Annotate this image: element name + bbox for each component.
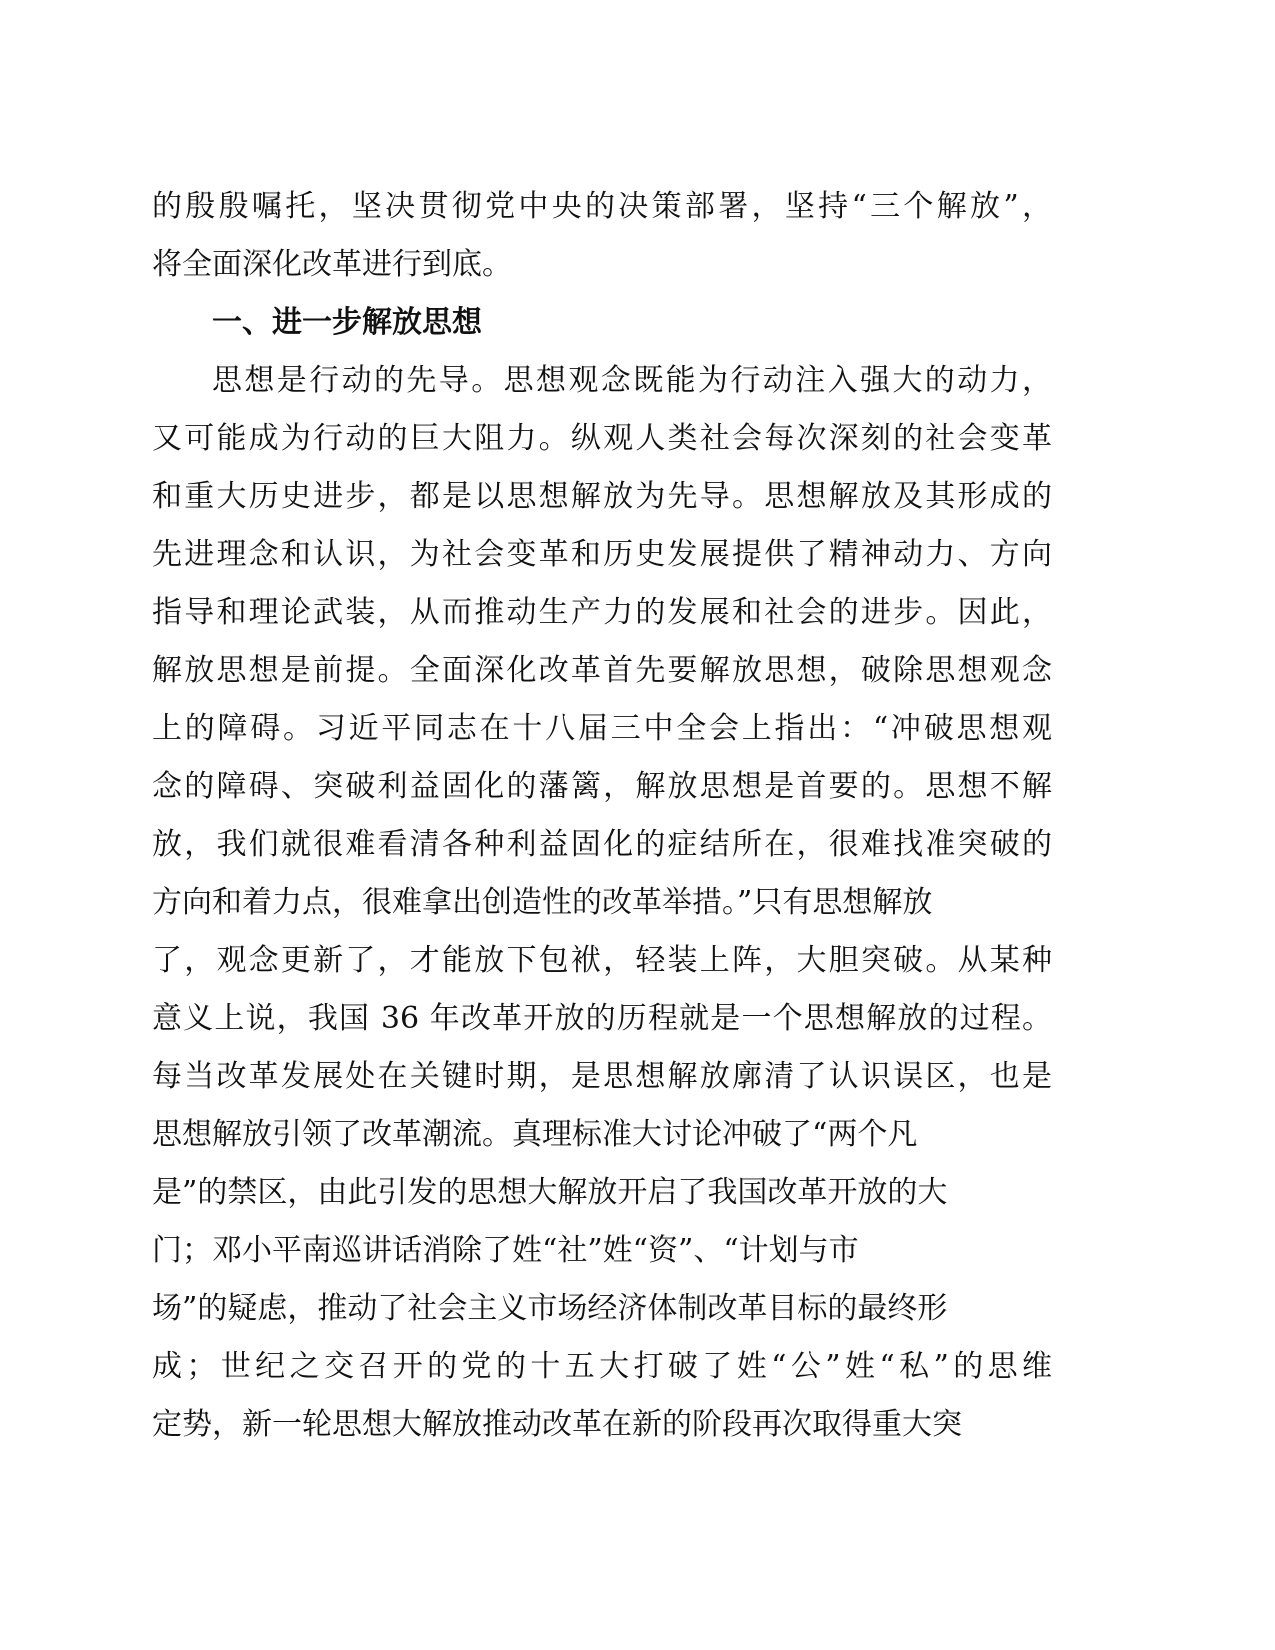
paragraph-line: 场”的疑虑，推动了社会主义市场经济体制改革目标的最终形 (152, 1291, 948, 1326)
paragraph-line: 了，观念更新了，才能放下包袱，轻装上阵，大胆突破。从某种 (152, 943, 1052, 978)
paragraph-line: 又可能成为行动的巨大阻力。纵观人类社会每次深刻的社会变革 (152, 421, 1052, 456)
intro-line-2: 将全面深化改革进行到底。 (152, 247, 512, 282)
paragraph-line: 念的障碍、突破利益固化的藩篱，解放思想是首要的。思想不解 (152, 769, 1052, 804)
paragraph-line: 解放思想是前提。全面深化改革首先要解放思想，破除思想观念 (152, 653, 1052, 688)
paragraph-line: 放，我们就很难看清各种利益固化的症结所在，很难找准突破的 (152, 827, 1052, 862)
paragraph-line: 定势，新一轮思想大解放推动改革在新的阶段再次取得重大突 (152, 1407, 962, 1442)
paragraph-line: 先进理念和认识，为社会变革和历史发展提供了精神动力、方向 (152, 537, 1052, 572)
paragraph-line: 成；世纪之交召开的党的十五大打破了姓“公”姓“私”的思维 (152, 1349, 1052, 1384)
section-heading: 一、进一步解放思想 (212, 305, 482, 340)
paragraph-line: 和重大历史进步，都是以思想解放为先导。思想解放及其形成的 (152, 479, 1052, 514)
paragraph-line: 思想是行动的先导。思想观念既能为行动注入强大的动力， (212, 363, 1052, 398)
paragraph-line: 思想解放引领了改革潮流。真理标准大讨论冲破了“两个凡 (152, 1117, 918, 1152)
paragraph-line: 指导和理论武装，从而推动生产力的发展和社会的进步。因此， (152, 595, 1052, 630)
paragraph-line: 每当改革发展处在关键时期，是思想解放廓清了认识误区，也是 (152, 1059, 1052, 1094)
paragraph-line: 意义上说，我国 36 年改革开放的历程就是一个思想解放的过程。 (152, 1001, 1052, 1036)
intro-line-1: 的殷殷嘱托，坚决贯彻党中央的决策部署，坚持“三个解放”， (152, 189, 1052, 224)
paragraph-line: 上的障碍。习近平同志在十八届三中全会上指出：“冲破思想观 (152, 711, 1052, 746)
paragraph-line: 是”的禁区，由此引发的思想大解放开启了我国改革开放的大 (152, 1175, 948, 1210)
paragraph-line: 门；邓小平南巡讲话消除了姓“社”姓“资”、“计划与市 (152, 1233, 859, 1268)
document-body (152, 178, 1052, 1454)
paragraph-line: 方向和着力点，很难拿出创造性的改革举措。”只有思想解放 (152, 885, 933, 920)
